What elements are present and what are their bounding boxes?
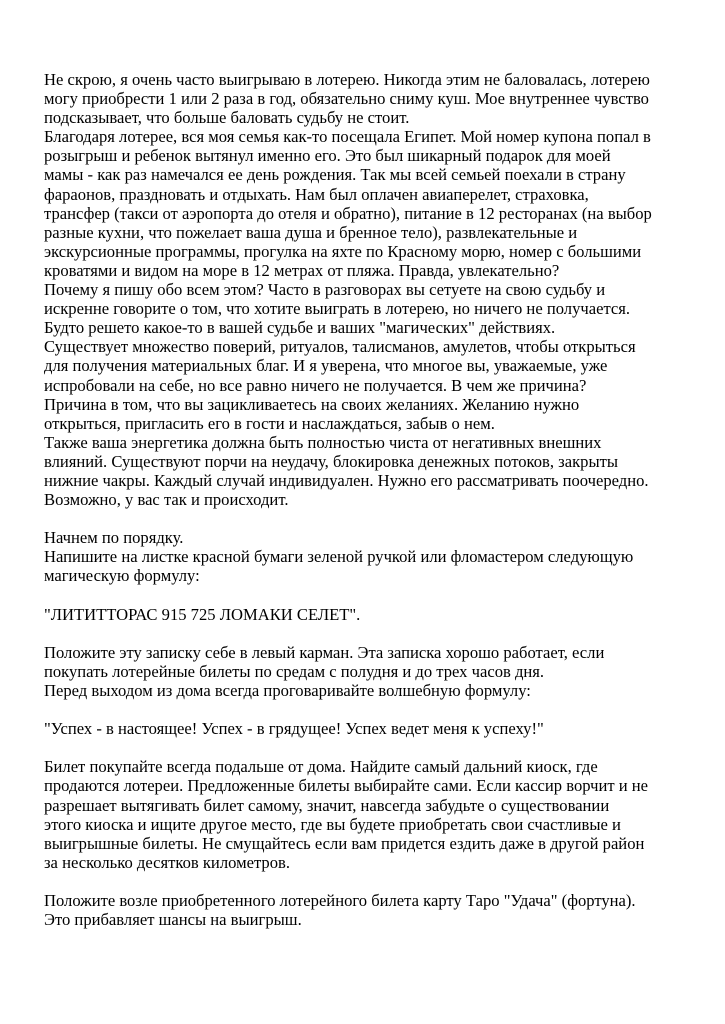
text-line: Напишите на листке красной бумаги зеленой ручкой или фломастером следующую	[44, 547, 634, 567]
paragraph-gap	[44, 509, 694, 528]
text-line: кроватями и видом на море в 12 метрах от пляжа. Правда, увлекательно?	[44, 260, 560, 280]
text-line: Также ваша энергетика должна быть полностью чиста от негативных внешних	[44, 432, 602, 452]
text-line: этого киоска и ищите другое место, где вы будете приобретать свои счастливые и	[44, 814, 621, 834]
text-line: магическую формулу:	[44, 566, 200, 586]
text-line: разрешает вытягивать билет самому, значит, навсегда забудьте о существовании	[44, 795, 610, 815]
text-line: мамы - как раз намечался ее день рождения. Так мы всей семьей поехали в страну	[44, 165, 626, 185]
text-line: открыться, пригласить его в гости и наслаждаться, забыв о нем.	[44, 413, 495, 433]
paragraph-gap	[44, 624, 694, 643]
paragraph-gap	[44, 738, 694, 757]
text-line: Перед выходом из дома всегда проговаривайте волшебную формулу:	[44, 681, 531, 700]
text-line: влияний. Существуют порчи на неудачу, блокировка денежных потоков, закрыты	[44, 451, 619, 471]
text-line: Почему я пишу обо всем этом? Часто в разговорах вы сетуете на свою судьбу и	[44, 280, 606, 300]
document-page	[44, 70, 694, 929]
text-line: "Успех - в настоящее! Успех - в грядущее! Успех ведет меня к успеху!"	[44, 719, 544, 739]
text-line: могу приобрести 1 или 2 раза в год, обязательно сниму куш. Мое внутреннее чувство	[44, 89, 649, 109]
text-line: за несколько десятков километров.	[44, 852, 290, 872]
text-line: фараонов, праздновать и отдыхать. Нам был оплачен авиаперелет, страховка,	[44, 184, 589, 204]
text-line: для получения материальных благ. И я уверена, что многое вы, уважаемые, уже	[44, 356, 608, 376]
text-line: Это прибавляет шансы на выигрыш.	[44, 910, 302, 930]
text-line: Благодаря лотерее, вся моя семья как-то посещала Египет. Мой номер купона попал в	[44, 127, 651, 147]
text-line: покупать лотерейные билеты по средам с полудня и до трех часов дня.	[44, 661, 545, 681]
paragraph-gap	[44, 872, 694, 891]
paragraph-gap	[44, 586, 694, 605]
text-line: продаются лотереи. Предложенные билеты выбирайте сами. Если кассир ворчит и не	[44, 776, 649, 796]
paragraph-gap	[44, 700, 694, 719]
text-line: нижние чакры. Каждый случай индивидуален. Нужно его рассматривать поочередно.	[44, 470, 649, 490]
text-line: розыгрыш и ребенок вытянул именно его. Это был шикарный подарок для моей	[44, 146, 611, 166]
text-line: Положите эту записку себе в левый карман. Эта записка хорошо работает, если	[44, 642, 605, 662]
text-line: Возможно, у вас так и происходит.	[44, 490, 289, 510]
text-line: выигрышные билеты. Не смущайтесь если вам придется ездить даже в другой район	[44, 833, 645, 853]
text-line: "ЛИТИТТОРАС 915 725 ЛОМАКИ СЕЛЕТ".	[44, 604, 361, 624]
text-line: подсказывает, что больше баловать судьбу не стоит.	[44, 108, 410, 128]
text-line: разные кухни, что пожелает ваша душа и бренное тело), развлекательные и	[44, 222, 578, 242]
text-line: испробовали на себе, но все равно ничего не получается. В чем же причина?	[44, 375, 587, 395]
text-line: Билет покупайте всегда подальше от дома. Найдите самый дальний киоск, где	[44, 757, 598, 777]
text-line: Причина в том, что вы зацикливаетесь на своих желаниях. Желанию нужно	[44, 394, 580, 414]
text-line: экскурсионные программы, прогулка на яхте по Красному морю, номер с большими	[44, 241, 642, 261]
text-line: Начнем по порядку.	[44, 528, 184, 548]
text-line: Будто решето какое-то в вашей судьбе и ваших "магических" действиях.	[44, 318, 556, 338]
text-line: Не скрою, я очень часто выигрываю в лотерею. Никогда этим не баловалась, лотерею	[44, 70, 650, 89]
text-line: трансфер (такси от аэропорта до отеля и обратно), питание в 12 ресторанах (на выбор	[44, 203, 652, 223]
text-line: Положите возле приобретенного лотерейного билета карту Таро "Удача" (фортуна).	[44, 891, 636, 911]
text-line: искренне говорите о том, что хотите выиграть в лотерею, но ничего не получается.	[44, 299, 631, 319]
text-line: Существует множество поверий, ритуалов, талисманов, амулетов, чтобы открыться	[44, 337, 636, 357]
